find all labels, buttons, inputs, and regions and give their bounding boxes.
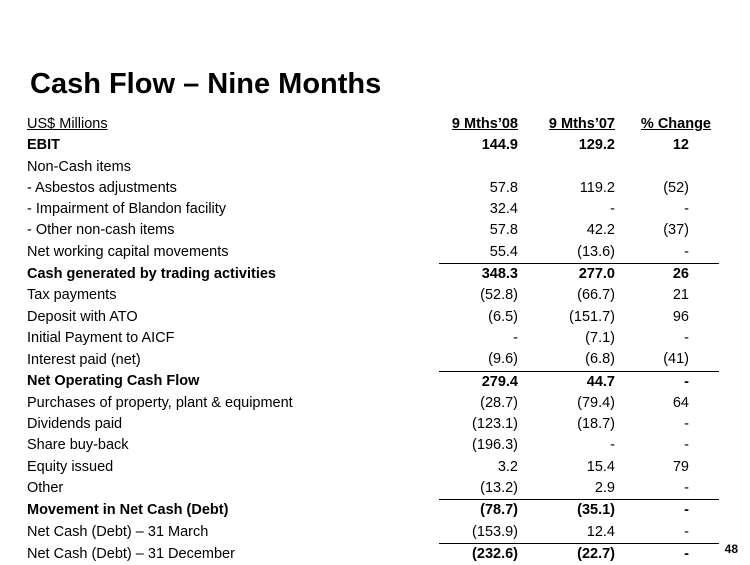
value-pct-change: (37) xyxy=(663,222,689,239)
row-label: - Other non-cash items xyxy=(27,222,175,239)
table-row xyxy=(27,393,719,414)
value-9m-08: 348.3 xyxy=(439,264,534,286)
value-9m-08: (232.6) xyxy=(439,543,534,565)
table-row xyxy=(27,285,719,306)
table-body xyxy=(27,135,719,565)
value-pct-change: (41) xyxy=(663,351,689,368)
value-9m-07: (13.6) xyxy=(577,243,615,260)
row-label: Net Cash (Debt) – 31 December xyxy=(27,545,235,562)
value-pct-change: (52) xyxy=(663,179,689,196)
value-pct-change: - xyxy=(684,437,689,454)
table-row xyxy=(27,264,719,286)
row-label: Non-Cash items xyxy=(27,158,131,175)
row-label: Cash generated by trading activities xyxy=(27,265,276,282)
table-row xyxy=(27,307,719,328)
value-9m-07: 119.2 xyxy=(579,179,615,196)
row-label: Dividends paid xyxy=(27,416,123,433)
table-row xyxy=(27,199,719,220)
value-9m-07: 15.4 xyxy=(586,458,615,475)
value-9m-08: 55.4 xyxy=(489,243,518,260)
value-pct-change: 79 xyxy=(672,458,689,475)
value-9m-07: (66.7) xyxy=(577,287,615,304)
value-9m-07: 12.4 xyxy=(586,523,615,540)
row-label: Other xyxy=(27,480,64,497)
value-9m-07: (6.8) xyxy=(585,351,615,368)
table-row xyxy=(27,178,719,199)
row-label: - Asbestos adjustments xyxy=(27,179,177,196)
value-9m-07: 44.7 xyxy=(534,371,629,393)
value-pct-change xyxy=(629,157,719,178)
row-label: EBIT xyxy=(27,137,61,154)
row-label: Share buy-back xyxy=(27,437,129,454)
value-9m-07: (22.7) xyxy=(534,543,629,565)
value-9m-08: 3.2 xyxy=(497,458,518,475)
table-row xyxy=(27,414,719,435)
value-9m-08: (123.1) xyxy=(472,416,518,433)
value-pct-change: 26 xyxy=(629,264,719,286)
table-row xyxy=(27,457,719,478)
value-9m-08: 32.4 xyxy=(489,201,518,218)
value-pct-change: 96 xyxy=(672,308,689,325)
value-9m-07: 42.2 xyxy=(586,222,615,239)
value-9m-08: (153.9) xyxy=(472,523,518,540)
table-row xyxy=(27,478,719,500)
value-pct-change: - xyxy=(629,371,719,393)
row-label: - Impairment of Blandon facility xyxy=(27,201,227,218)
row-label: Net working capital movements xyxy=(27,244,229,261)
row-label: Equity issued xyxy=(27,458,114,475)
table-row xyxy=(27,522,719,544)
header-pct-change: % Change xyxy=(640,116,711,132)
value-9m-07: (151.7) xyxy=(569,308,615,325)
row-label: Interest paid (net) xyxy=(27,351,141,368)
value-9m-08: (28.7) xyxy=(480,394,518,411)
table-row xyxy=(27,435,719,456)
page-title: Cash Flow – Nine Months xyxy=(30,68,382,100)
value-pct-change: - xyxy=(684,523,689,540)
table-row xyxy=(27,135,719,156)
table-row xyxy=(27,349,719,371)
value-9m-08: 57.8 xyxy=(489,222,518,239)
value-9m-07: (79.4) xyxy=(577,394,615,411)
value-9m-07: (18.7) xyxy=(577,416,615,433)
value-9m-08: 57.8 xyxy=(489,179,518,196)
header-units: US$ Millions xyxy=(27,116,108,132)
value-9m-08: (196.3) xyxy=(472,437,518,454)
value-pct-change: 64 xyxy=(672,394,689,411)
row-label: Purchases of property, plant & equipment xyxy=(27,394,293,411)
value-9m-07: - xyxy=(610,201,615,218)
value-9m-07: (7.1) xyxy=(585,329,615,346)
row-label: Initial Payment to AICF xyxy=(27,329,175,346)
value-9m-08: (13.2) xyxy=(480,480,518,497)
value-pct-change: - xyxy=(684,329,689,346)
table-header-row xyxy=(27,114,719,135)
value-9m-07: (35.1) xyxy=(534,500,629,522)
value-pct-change: - xyxy=(684,416,689,433)
value-9m-08 xyxy=(439,157,534,178)
value-9m-07: 129.2 xyxy=(578,137,615,154)
table-row xyxy=(27,328,719,349)
table-row xyxy=(27,220,719,241)
row-label: Deposit with ATO xyxy=(27,308,138,325)
value-9m-07: 2.9 xyxy=(594,480,615,497)
value-pct-change: - xyxy=(684,201,689,218)
value-pct-change: - xyxy=(684,243,689,260)
row-label: Net Cash (Debt) – 31 March xyxy=(27,523,209,540)
row-label: Tax payments xyxy=(27,287,117,304)
value-pct-change: 21 xyxy=(672,287,689,304)
value-9m-07: - xyxy=(610,437,615,454)
value-9m-07: 277.0 xyxy=(534,264,629,286)
table-row xyxy=(27,157,719,178)
value-9m-08: (78.7) xyxy=(439,500,534,522)
value-pct-change: - xyxy=(629,500,719,522)
value-9m-08: (6.5) xyxy=(488,308,518,325)
value-9m-08: (9.6) xyxy=(488,351,518,368)
value-9m-08: - xyxy=(513,329,518,346)
value-9m-07 xyxy=(534,157,629,178)
value-9m-08: 279.4 xyxy=(439,371,534,393)
table-row xyxy=(27,371,719,393)
value-9m-08: 144.9 xyxy=(481,137,518,154)
value-pct-change: - xyxy=(629,543,719,565)
table-row xyxy=(27,242,719,264)
value-9m-08: (52.8) xyxy=(480,287,518,304)
table-row xyxy=(27,500,719,522)
row-label: Movement in Net Cash (Debt) xyxy=(27,502,229,519)
page-number: 48 xyxy=(724,542,738,556)
row-label: Net Operating Cash Flow xyxy=(27,373,200,390)
value-pct-change: 12 xyxy=(672,137,689,154)
cash-flow-table xyxy=(27,114,719,565)
header-9m-08: 9 Mths’08 xyxy=(451,116,518,132)
value-pct-change: - xyxy=(684,480,689,497)
header-9m-07: 9 Mths’07 xyxy=(548,116,615,132)
